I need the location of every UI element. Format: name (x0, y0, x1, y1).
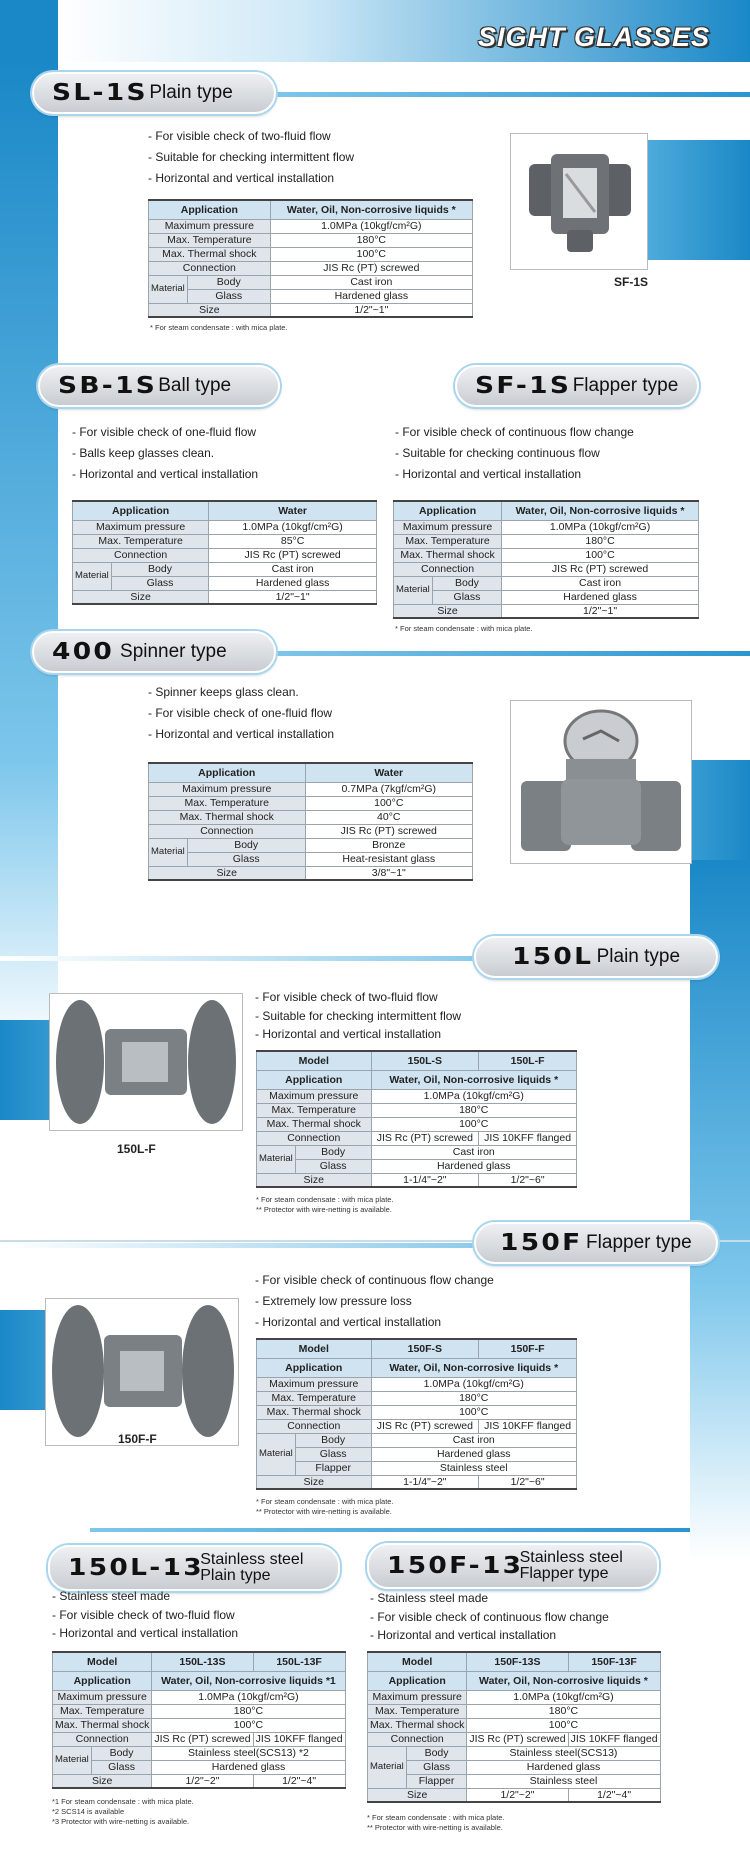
150l-bullets: - For visible check of two-fluid flow - Suitable for checking intermittent flow - Horizontal and vertical installation (255, 990, 462, 1041)
sf1s-spec-table: Application Water, Oil, Non-corrosive liquids * Maximum pressure 1.0MPa (10kgf/cm²G) Max. Temperature 180°C Max. Thermal shock 100°C Connection JIS Rc (PT) screwed Material Body Cast iron Glass Hardened glass Size 1/2"~1" (393, 500, 699, 619)
150l-rule (0, 956, 480, 961)
150l-photo (49, 993, 243, 1131)
sb1s-bullets: - For visible check of one-fluid flow - Balls keep glasses clean. - Horizontal and vertical installation (72, 425, 259, 481)
s400-bullets: - Spinner keeps glass clean. - For visible check of one-fluid flow - Horizontal and vertical installation (148, 685, 335, 741)
150f-bullets: - For visible check of continuous flow change - Extremely low pressure loss - Horizontal and vertical installation (255, 1273, 494, 1329)
sl1s-title (32, 72, 276, 114)
150f-spec-table: Model 150F-S 150F-F Application Water, Oil, Non-corrosive liquids * Maximum pressure 1.0MPa (10kgf/cm²G) Max. Temperature 180°C Max. Thermal shock 100°C Connection JIS Rc (PT) screwed JIS 10KFF flanged Material Body Cast iron Glass Hardened glass Flapper Stainless steel Size 1-1/4"~2" 1/2"~6" (256, 1338, 577, 1490)
sf1s-bullets: - For visible check of continuous flow change - Suitable for checking continuous flow - Horizontal and vertical installation (395, 425, 634, 481)
sb1s-title: SB-1S Ball type (38, 365, 280, 407)
sl1s-note: * For steam condensate : with mica plate. (150, 323, 288, 332)
left-stripe (0, 60, 58, 1060)
sf1s-photo (510, 133, 648, 270)
150f13-spec-table: Model 150F-13S 150F-13F Application Water, Oil, Non-corrosive liquids * Maximum pressure 1.0MPa (10kgf/cm²G) Max. Temperature 180°C Max. Thermal shock 100°C Connection JIS Rc (PT) screwed JIS 10KFF flanged Material Body Stainless steel(SCS13) Glass Hardened glass Flapper Stainless steel Size 1/2"~2" 1/2"~4" (367, 1651, 661, 1803)
page-title: SIGHT GLASSES (477, 22, 710, 52)
150l-caption: 150L-F (117, 1142, 156, 1156)
left-blue-band (0, 0, 58, 60)
sl1s-rule (270, 92, 750, 97)
s400-rule (270, 651, 750, 656)
sf1s-title: SF-1S Flapper type (455, 365, 699, 407)
sf1s-note: * For steam condensate : with mica plate. (395, 624, 533, 633)
150l13-bullets: - Stainless steel made - For visible check of two-fluid flow - Horizontal and vertical installation (52, 1589, 239, 1640)
divider-line-bottom (90, 1528, 690, 1532)
150f-photo (45, 1298, 239, 1446)
150f-caption: 150F-F (118, 1432, 157, 1446)
s400-spec-table: Application Water Maximum pressure 0.7MPa (7kgf/cm²G) Max. Temperature 100°C Max. Thermal shock 40°C Connection JIS Rc (PT) screwed Material Body Bronze Glass Heat-resistant glass Size 3/8"~1" (148, 762, 473, 881)
sl1s-code: SL-1S (52, 80, 148, 106)
150f13-notes: * For steam condensate : with mica plate. ** Protector with wire-netting is available. (367, 1813, 505, 1832)
spinner-image (511, 701, 691, 863)
sl1s-bullets: - For visible check of two-fluid flow - Suitable for checking intermittent flow - Horizontal and vertical installation (148, 129, 355, 185)
150l13-notes: *1 For steam condensate : with mica plate. *2 SCS14 is available *3 Protector with wire-netting is available. (52, 1797, 194, 1826)
150f13-bullets: - Stainless steel made - For visible check of continuous flow change - Horizontal and vertical installation (370, 1591, 609, 1642)
150f-rule (0, 1243, 480, 1248)
s400-photo (510, 700, 692, 864)
150f-notes: * For steam condensate : with mica plate. ** Protector with wire-netting is available. (256, 1497, 394, 1516)
150l-spec-table: Model 150L-S 150L-F Application Water, Oil, Non-corrosive liquids * Maximum pressure 1.0MPa (10kgf/cm²G) Max. Temperature 180°C Max. Thermal shock 100°C Connection JIS Rc (PT) screwed JIS 10KFF flanged Material Body Cast iron Glass Hardened glass Size 1-1/4"~2" 1/2"~6" (256, 1050, 577, 1188)
150f-image (46, 1299, 238, 1445)
150f13-title: 150F-13 Stainless steel Flapper type (367, 1543, 659, 1589)
sight-glass-image (511, 134, 647, 269)
150l13-title: 150L-13 Stainless steel Plain type (48, 1545, 340, 1591)
sb1s-spec-table: Application Water Maximum pressure 1.0MPa (10kgf/cm²G) Max. Temperature 85°C Connection JIS Rc (PT) screwed Material Body Cast iron Glass Hardened glass Size 1/2"~1" (72, 500, 377, 605)
150l-image (50, 994, 242, 1130)
150f-title: 150F Flapper type (474, 1222, 718, 1264)
sl1s-name: Plain type (149, 82, 233, 103)
sf1s-caption: SF-1S (614, 275, 649, 289)
150l-title: 150L Plain type (474, 936, 718, 978)
s400-title: 400 Spinner type (32, 631, 276, 673)
150l13-spec-table: Model 150L-13S 150L-13F Application Water, Oil, Non-corrosive liquids *1 Maximum pressure 1.0MPa (10kgf/cm²G) Max. Temperature 180°C Max. Thermal shock 100°C Connection JIS Rc (PT) screwed JIS 10KFF flanged Material Body Stainless steel(SCS13) *2 Glass Hardened glass Size 1/2"~2" 1/2"~4" (52, 1651, 346, 1789)
150l-notes: * For steam condensate : with mica plate. ** Protector with wire-netting is available. (256, 1195, 394, 1214)
sl1s-spec-table: Application Water, Oil, Non-corrosive liquids * Maximum pressure 1.0MPa (10kgf/cm²G) Max. Temperature 180°C Max. Thermal shock 100°C Connection JIS Rc (PT) screwed Material Body Cast iron Glass Hardened glass Size 1/2"~1" (148, 199, 473, 318)
